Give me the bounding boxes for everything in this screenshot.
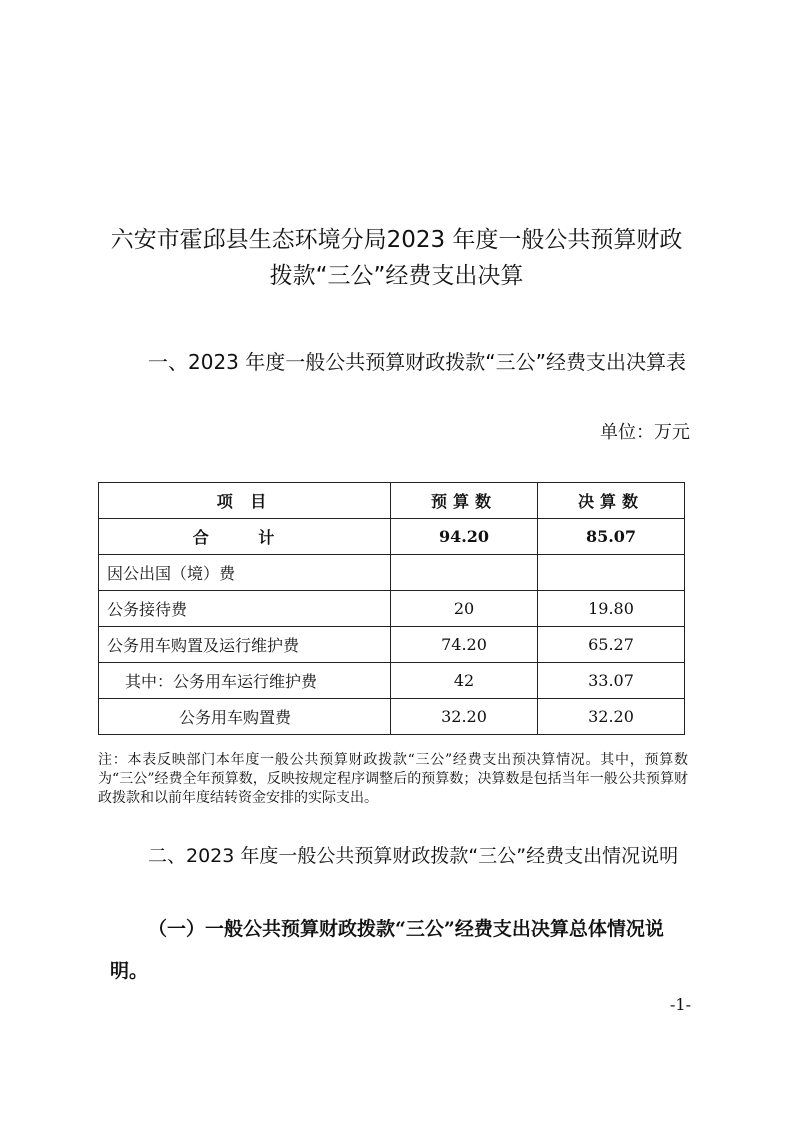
row-budget: 20 (391, 591, 538, 627)
row-item: 公务用车购置及运行维护费 (99, 627, 391, 663)
row-final: 33.07 (538, 663, 685, 699)
row-budget: 42 (391, 663, 538, 699)
section2-heading: 二、2023 年度一般公共预算财政拨款“三公”经费支出情况说明 (148, 845, 679, 867)
table-row (99, 591, 685, 627)
table-header-row (99, 483, 685, 519)
page-number: -1- (670, 995, 691, 1014)
table-row (99, 663, 685, 699)
row-final: 85.07 (538, 519, 685, 555)
row-budget: 94.20 (391, 519, 538, 555)
table-note: 注：本表反映部门本年度一般公共预算财政拨款“三公”经费支出预决算情况。其中，预算数为“三公”经费全年预算数，反映按规定程序调整后的预算数；决算数是包括当年一般公共预算财政拨款和以前年度结转资金安排的实际支出。 (98, 752, 688, 806)
row-item: 公务用车购置费 (99, 699, 391, 735)
table-row (99, 555, 685, 591)
table-row-total (99, 519, 685, 555)
subsection1-heading: （一）一般公共预算财政拨款“三公”经费支出决算总体情况说明。 (110, 918, 664, 982)
row-budget: 74.20 (391, 627, 538, 663)
row-item: 因公出国（境）费 (99, 555, 391, 591)
row-item: 合 计 (99, 519, 391, 555)
table-row (99, 627, 685, 663)
row-budget (391, 555, 538, 591)
row-item: 公务接待费 (99, 591, 391, 627)
row-final: 32.20 (538, 699, 685, 735)
row-final (538, 555, 685, 591)
row-final: 19.80 (538, 591, 685, 627)
header-budget: 预算数 (391, 483, 538, 519)
section1-heading: 一、2023 年度一般公共预算财政拨款“三公”经费支出决算表 (148, 350, 686, 374)
unit-label: 单位：万元 (600, 422, 690, 443)
header-item: 项 目 (99, 483, 391, 519)
document-title-line2: 拨款“三公”经费支出决算 (269, 263, 524, 289)
row-budget: 32.20 (391, 699, 538, 735)
three-public-expenses-table (98, 482, 685, 735)
row-final: 65.27 (538, 627, 685, 663)
table-row (99, 699, 685, 735)
document-title-line1: 六安市霍邱县生态环境分局2023 年度一般公共预算财政 (110, 227, 683, 253)
header-final: 决算数 (538, 483, 685, 519)
row-item: 其中：公务用车运行维护费 (99, 663, 391, 699)
